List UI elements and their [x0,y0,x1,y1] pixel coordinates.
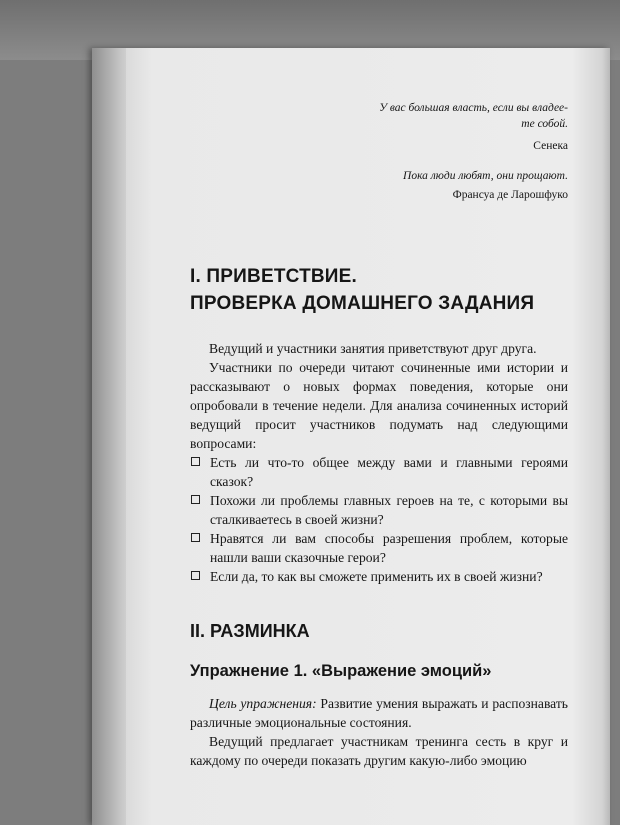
goal-label: Цель упражнения: [209,696,317,711]
greeting-paragraph: Ведущий и участники занятия приветствуют друг друга. [209,341,537,356]
list-item-text: Если да, то как вы сможете применить их в своей жизни? [210,569,543,584]
list-item [190,567,568,586]
epigraph-1-author: Сенека [533,140,568,152]
list-item [190,529,568,567]
list-item-text: Нравятся ли вам способы разрешения проблем, которые нашли ваши сказочные герои? [210,531,568,565]
checkbox-bullet-icon [191,495,200,504]
page-content [190,100,568,770]
exercise-instructions-paragraph: Ведущий предлагает участникам тренинга сесть в круг и каждому по очереди показать другим какую-либо эмоцию [190,734,568,768]
exercise-goal-paragraph [190,694,568,732]
section-1-heading-line2: ПРОВЕРКА ДОМАШНЕГО ЗАДАНИЯ [190,293,535,314]
list-item-text: Похожи ли проблемы главных героев на те, с которыми вы сталкиваетесь в своей жизни? [210,493,568,527]
checkbox-bullet-icon [191,571,200,580]
section-1-heading: I. ПРИВЕТСТВИЕ. [190,266,358,287]
epigraph-1-quote-line1: У вас большая власть, если вы владее- [379,102,568,114]
list-item [190,453,568,491]
list-item-text: Есть ли что-то общее между вами и главными героями сказок? [210,455,568,489]
epigraph-1-quote-line2: те собой. [521,118,568,130]
epigraph-2-author: Франсуа де Ларошфуко [452,189,568,201]
epigraph-2-quote: Пока люди любят, они прощают. [403,170,568,182]
question-list [190,453,568,586]
homework-paragraph: Участники по очереди читают сочиненные ими истории и рассказывают о новых формах поведения, которые они опробовали в течение недели. Для анализа сочиненных историй ведущий просит участников подумать над следующими вопросами: [190,360,568,451]
checkbox-bullet-icon [191,533,200,542]
section-2-heading: II. РАЗМИНКА [190,621,310,641]
goal-text: Развитие умения выражать и распознавать различные эмоциональные состояния. [190,696,569,730]
checkbox-bullet-icon [191,457,200,466]
epigraph-2 [190,168,568,203]
list-item [190,491,568,529]
exercise-title: Упражнение 1. «Выражение эмоций» [190,662,492,680]
page-gutter-shadow [92,48,126,825]
epigraph-1 [190,100,568,154]
